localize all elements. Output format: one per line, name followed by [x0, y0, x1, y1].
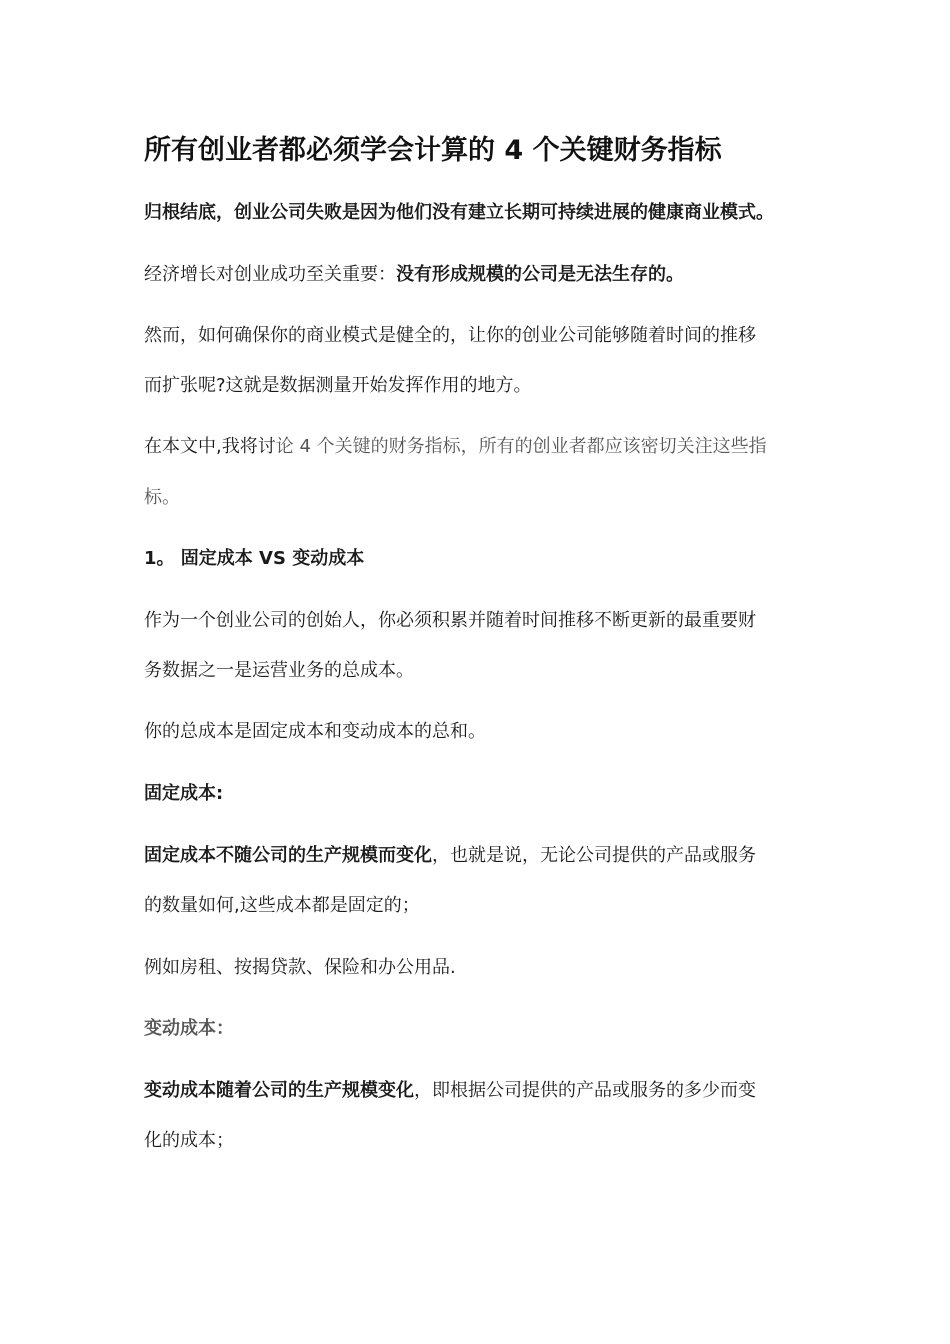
fixed-cost-emphasis: 固定成本不随公司的生产规模而变化: [144, 845, 432, 866]
founder-line-1: 作为一个创业公司的创始人，你必须积累并随着时间推移不断更新的最重要财: [144, 610, 756, 631]
however-line-1: 然而，如何确保你的商业模式是健全的，让你的创业公司能够随着时间的推移: [144, 325, 756, 346]
fixed-cost-rest: ，也就是说，无论公司提供的产品或服务: [432, 845, 756, 866]
founder-line-2: 务数据之一是运营业务的总成本。: [144, 660, 414, 681]
variable-cost-rest: ，即根据公司提供的产品或服务的多少而变: [414, 1080, 756, 1101]
variable-cost-line-2: 化的成本；: [144, 1130, 234, 1151]
article-line-2: 标。: [144, 487, 180, 508]
variable-cost-emphasis: 变动成本随着公司的生产规模变化: [144, 1080, 414, 1101]
growth-prefix: 经济增长对创业成功至关重要：: [144, 264, 396, 285]
section-1-heading: 1。 固定成本 VS 变动成本: [144, 548, 365, 569]
intro-paragraph: 归根结底，创业公司失败是因为他们没有建立长期可持续进展的健康商业模式。: [144, 202, 774, 223]
article-line-1: [144, 435, 767, 459]
variable-cost-heading: 变动成本：: [144, 1018, 234, 1039]
growth-emphasis: 没有形成规模的公司是无法生存的。: [396, 264, 684, 285]
fixed-cost-line-1: [144, 844, 756, 868]
fixed-cost-line-2: 的数量如何,这些成本都是固定的；: [144, 895, 420, 916]
however-line-2: 而扩张呢?这就是数据测量开始发挥作用的地方。: [144, 375, 532, 396]
fixed-cost-heading: 固定成本:: [144, 783, 224, 804]
variable-cost-line-1: [144, 1079, 756, 1103]
total-cost-paragraph: 你的总成本是固定成本和变动成本的总和。: [144, 721, 486, 742]
document-title: 所有创业者都必须学会计算的 4 个关键财务指标: [144, 135, 722, 166]
article-prefix: 在本文中,我将讨: [144, 436, 276, 457]
growth-paragraph: [144, 263, 684, 287]
fixed-cost-example: 例如房租、按揭贷款、保险和办公用品.: [144, 957, 456, 978]
article-line-1-rest: 论 4 个关键的财务指标，所有的创业者都应该密切关注这些指: [275, 436, 767, 457]
